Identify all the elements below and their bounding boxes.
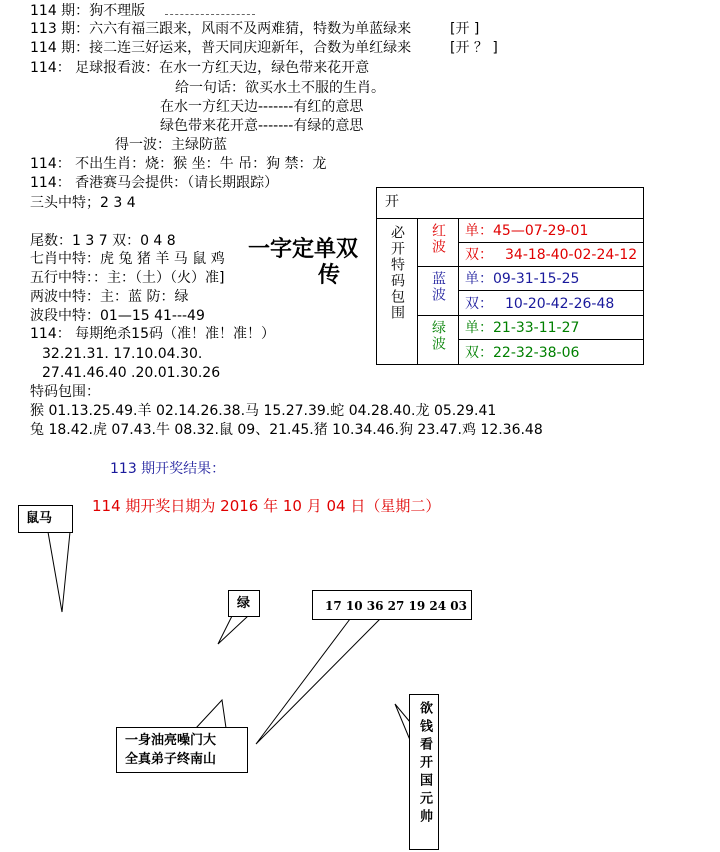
football-tip: 114： 足球报看波：在水一方红天边，绿色带来花开意 (30, 60, 370, 76)
hint-green: 绿色带来花开意-------有绿的意思 (160, 118, 364, 134)
wave-red-single: 45—07-29-01 (493, 223, 589, 239)
seven-zodiac: 七肖中特：虎 兔 猪 羊 马 鼠 鸡 (30, 251, 225, 267)
table-side-label: 必开特码包围 (389, 225, 405, 321)
callout-numbers-text: 17 10 36 27 19 24 03 (325, 599, 467, 613)
wave-pick: 得一波：主绿防蓝 (115, 137, 227, 153)
callout-rat-horse (18, 505, 73, 533)
next-draw-date: 114 期开奖日期为 2016 年 10 月 04 日（星期二） (92, 497, 441, 515)
jockey-club-source: 114： 香港赛马会提供：（请长期跟踪） (30, 175, 279, 191)
zodiac-exclude: 114： 不出生肖：烧：猴 坐：牛 吊：狗 禁：龙 (30, 156, 327, 172)
callout-numbers (312, 590, 472, 620)
wave-cell-blue (417, 266, 459, 316)
callout-marshal (409, 694, 439, 850)
wave-red-single-label: 单： (465, 223, 493, 239)
poem-line-113: 113 期：六六有福三跟来，风雨不及两难猜，特数为单蓝绿来 (30, 21, 412, 37)
wave-blue-single-label: 单： (465, 271, 493, 287)
callout-green-text: 绿 (237, 596, 251, 611)
wave-red-double-label: 双： (465, 247, 493, 263)
table-header: 开 (385, 194, 399, 210)
wave-label-blue: 蓝波 (430, 271, 446, 303)
kill-15: 114： 每期绝杀15码（准！准！准！） (30, 326, 275, 342)
kill-numbers-row1: 32.21.31. 17.10.04.30. (42, 346, 203, 362)
wave-green-double-cell (458, 339, 644, 365)
kill-numbers-row2: 27.41.46.40 .20.01.30.26 (42, 365, 221, 381)
callout-riddle (116, 727, 248, 773)
surround-row2: 兔 18.42.虎 07.43.牛 08.32.鼠 09、21.45.猪 10.34.46.狗 23.47.鸡 12.36.48 (30, 422, 543, 438)
wave-blue-single: 09-31-15-25 (493, 271, 580, 287)
wave-green-double-label: 双： (465, 345, 493, 361)
wave-green-single-label: 单： (465, 320, 493, 336)
three-heads: 三头中特；2 3 4 (30, 195, 136, 211)
surround-title: 特码包围： (30, 384, 100, 400)
wave-red-double: 34-18-40-02-24-12 (505, 247, 638, 263)
wave-label-green: 绿波 (430, 320, 446, 352)
surround-row1: 猴 01.13.25.49.羊 02.14.26.38.马 15.27.39.蛇 04.28.40.龙 05.29.41 (30, 403, 497, 419)
wave-green-single: 21-33-11-27 (493, 320, 580, 336)
five-elements: 五行中特：：主：（土）（火）准] (30, 270, 225, 286)
wave-range: 波段中特：01—15 41---49 (30, 308, 205, 324)
wave-label-red: 红波 (430, 223, 446, 255)
wave-blue-double-label: 双： (465, 296, 493, 312)
two-waves: 两波中特：主：蓝 防：绿 (30, 289, 189, 305)
poem-113-tag: [开 ] (450, 21, 480, 37)
wave-blue-double: 10-20-42-26-48 (505, 296, 615, 312)
big-title-line2: 传 (318, 262, 341, 288)
tail-numbers: 尾数：1 3 7 双：0 4 8 (30, 233, 176, 249)
wave-green-single-cell (458, 315, 644, 340)
hint-sentence: 给一句话：欲买水土不服的生肖。 (175, 80, 385, 96)
wave-blue-single-cell (458, 266, 644, 291)
wave-green-double: 22-32-38-06 (493, 345, 580, 361)
poem-114-tag: [开 ？ ] (450, 40, 498, 56)
title-underline (165, 14, 255, 15)
table-header-cell (376, 187, 644, 219)
callout-green (228, 590, 260, 617)
callout-riddle-line2: 全真弟子终南山 (125, 752, 217, 767)
callout-marshal-text: 欲钱看开国元帅 (417, 701, 432, 827)
wave-red-single-cell (458, 218, 644, 243)
hint-red: 在水一方红天边-------有红的意思 (160, 99, 364, 115)
table-side-cell (376, 218, 418, 365)
result-title: 113 期开奖结果： (110, 461, 226, 477)
big-title-line1: 一字定单双 (248, 236, 359, 262)
wave-red-double-cell (458, 242, 644, 267)
poem-line-114: 114 期：接二连三好运来，普天同庆迎新年，合数为单红绿来 (30, 40, 412, 56)
issue-title: 114 期：狗不理版 (30, 3, 146, 19)
callout-rat-horse-text: 鼠马 (26, 511, 53, 526)
wave-blue-double-cell (458, 290, 644, 316)
wave-cell-green (417, 315, 459, 365)
wave-cell-red (417, 218, 459, 267)
callout-riddle-line1: 一身油亮噪门大 (125, 733, 217, 748)
